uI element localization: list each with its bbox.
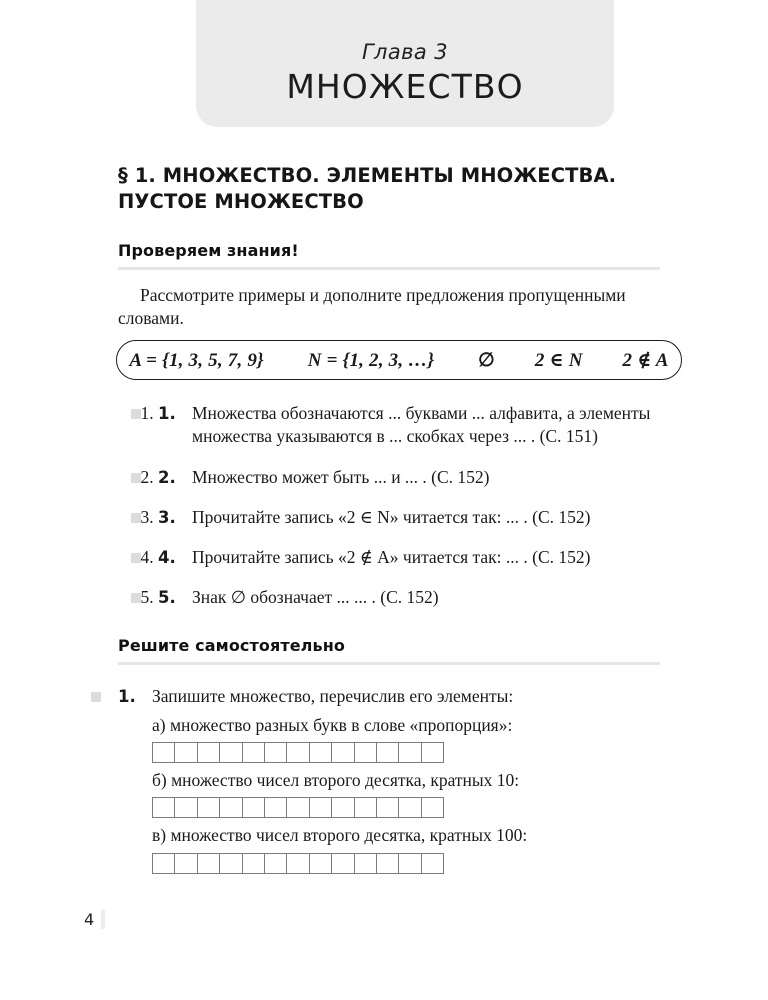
- answer-cell[interactable]: [265, 742, 287, 763]
- question-number: 4. 4.: [158, 548, 176, 568]
- question-text: Множество может быть ... и ... . (С. 152): [192, 466, 490, 487]
- question-item: [158, 506, 660, 529]
- bullet-square-icon: [131, 473, 141, 483]
- answer-cell[interactable]: [355, 797, 377, 818]
- answer-cell[interactable]: [399, 797, 421, 818]
- bullet-square-icon: [131, 593, 141, 603]
- question-item: [158, 402, 660, 449]
- answer-cell[interactable]: [175, 853, 197, 874]
- answer-cell[interactable]: [422, 742, 444, 763]
- check-knowledge-heading: Проверяем знания!: [118, 240, 299, 260]
- formula-set-a: A = {1, 3, 5, 7, 9}: [129, 349, 264, 371]
- answer-cell[interactable]: [220, 853, 242, 874]
- question-number: 5. 5.: [158, 588, 176, 608]
- answer-cell[interactable]: [175, 742, 197, 763]
- answer-cell[interactable]: [243, 742, 265, 763]
- answer-cell[interactable]: [153, 797, 175, 818]
- answer-cell[interactable]: [422, 797, 444, 818]
- answer-cell[interactable]: [399, 742, 421, 763]
- subtask-label-b: б) множество чисел второго десятка, кратных 10:: [152, 770, 520, 791]
- check-knowledge-block: [118, 240, 669, 610]
- question-text: Знак ∅ обозначает ... ... . (С. 152): [192, 587, 439, 608]
- question-number: 3. 3.: [158, 507, 176, 527]
- question-item: [158, 466, 660, 489]
- answer-cell[interactable]: [377, 742, 399, 763]
- answer-cell[interactable]: [153, 742, 175, 763]
- folio-bar-decoration: [101, 910, 105, 929]
- formula-membership: 2 ∈ N: [534, 349, 583, 371]
- answer-cell[interactable]: [287, 742, 309, 763]
- answer-cell[interactable]: [377, 853, 399, 874]
- answer-cell[interactable]: [332, 853, 354, 874]
- subtask-label-v: в) множество чисел второго десятка, кратных 100:: [152, 825, 528, 846]
- answer-cell[interactable]: [310, 742, 332, 763]
- check-knowledge-intro: Рассмотрите примеры и дополните предложения пропущенными словами.: [118, 284, 626, 328]
- chapter-label: Глава 3: [361, 40, 449, 65]
- answer-cell[interactable]: [332, 742, 354, 763]
- answer-grid-b[interactable]: [152, 797, 660, 818]
- question-list: [118, 402, 660, 610]
- chapter-title: МНОЖЕСТВО: [286, 67, 524, 107]
- answer-cell[interactable]: [377, 797, 399, 818]
- chapter-header-box: [193, 0, 617, 130]
- solve-independently-heading: Решите самостоятельно: [118, 635, 345, 655]
- answer-cell[interactable]: [198, 742, 220, 763]
- subtask-label-a: а) множество разных букв в слове «пропорция»:: [152, 714, 513, 735]
- answer-grid-a[interactable]: [152, 742, 660, 763]
- formula-non-membership: 2 ∉ A: [622, 349, 669, 371]
- answer-cell[interactable]: [198, 853, 220, 874]
- answer-cell[interactable]: [310, 797, 332, 818]
- answer-cell[interactable]: [153, 853, 175, 874]
- answer-cell[interactable]: [265, 797, 287, 818]
- answer-cell[interactable]: [332, 797, 354, 818]
- task-text: Запишите множество, перечислив его элементы:: [152, 685, 514, 706]
- formula-empty-set: ∅: [478, 349, 495, 371]
- answer-cell[interactable]: [422, 853, 444, 874]
- answer-grid-v[interactable]: [152, 853, 660, 874]
- formula-box: [116, 340, 682, 380]
- answer-cell[interactable]: [287, 797, 309, 818]
- bullet-square-icon: [131, 553, 141, 563]
- heading-divider: [118, 662, 660, 665]
- answer-cell[interactable]: [355, 742, 377, 763]
- answer-cell[interactable]: [310, 853, 332, 874]
- answer-cell[interactable]: [243, 797, 265, 818]
- page-number: 4: [84, 910, 95, 929]
- page-content: [118, 163, 669, 874]
- question-number: 2. 2.: [158, 467, 176, 487]
- bullet-square-icon: [91, 692, 101, 702]
- heading-divider: [118, 267, 660, 270]
- answer-cell[interactable]: [220, 742, 242, 763]
- question-text: Прочитайте запись «2 ∈ N» читается так: ... . (С. 152): [192, 506, 591, 527]
- bullet-square-icon: [131, 513, 141, 523]
- answer-cell[interactable]: [355, 853, 377, 874]
- answer-cell[interactable]: [399, 853, 421, 874]
- question-text: Множества обозначаются ... буквами ... алфавита, а элементы множества указываются в ... скобках через ... . (С. 151): [192, 403, 651, 447]
- section-title: § 1. МНОЖЕСТВО. ЭЛЕМЕНТЫ МНОЖЕСТВА. ПУСТОЕ МНОЖЕСТВО: [118, 164, 617, 213]
- answer-cell[interactable]: [175, 797, 197, 818]
- page-footer: [84, 910, 105, 929]
- solve-independently-block: [118, 636, 660, 874]
- answer-cell[interactable]: [287, 853, 309, 874]
- answer-cell[interactable]: [220, 797, 242, 818]
- formula-row: [129, 349, 668, 372]
- question-number: 1. 1.: [158, 404, 176, 424]
- task-item: [118, 685, 660, 874]
- question-item: [158, 546, 660, 569]
- formula-set-n: N = {1, 2, 3, …}: [307, 349, 435, 371]
- answer-cell[interactable]: [198, 797, 220, 818]
- question-item: [158, 586, 660, 609]
- task-number: 1.: [118, 686, 136, 706]
- question-text: Прочитайте запись «2 ∉ A» читается так: ... . (С. 152): [192, 547, 591, 568]
- answer-cell[interactable]: [265, 853, 287, 874]
- bullet-square-icon: [131, 409, 141, 419]
- answer-cell[interactable]: [243, 853, 265, 874]
